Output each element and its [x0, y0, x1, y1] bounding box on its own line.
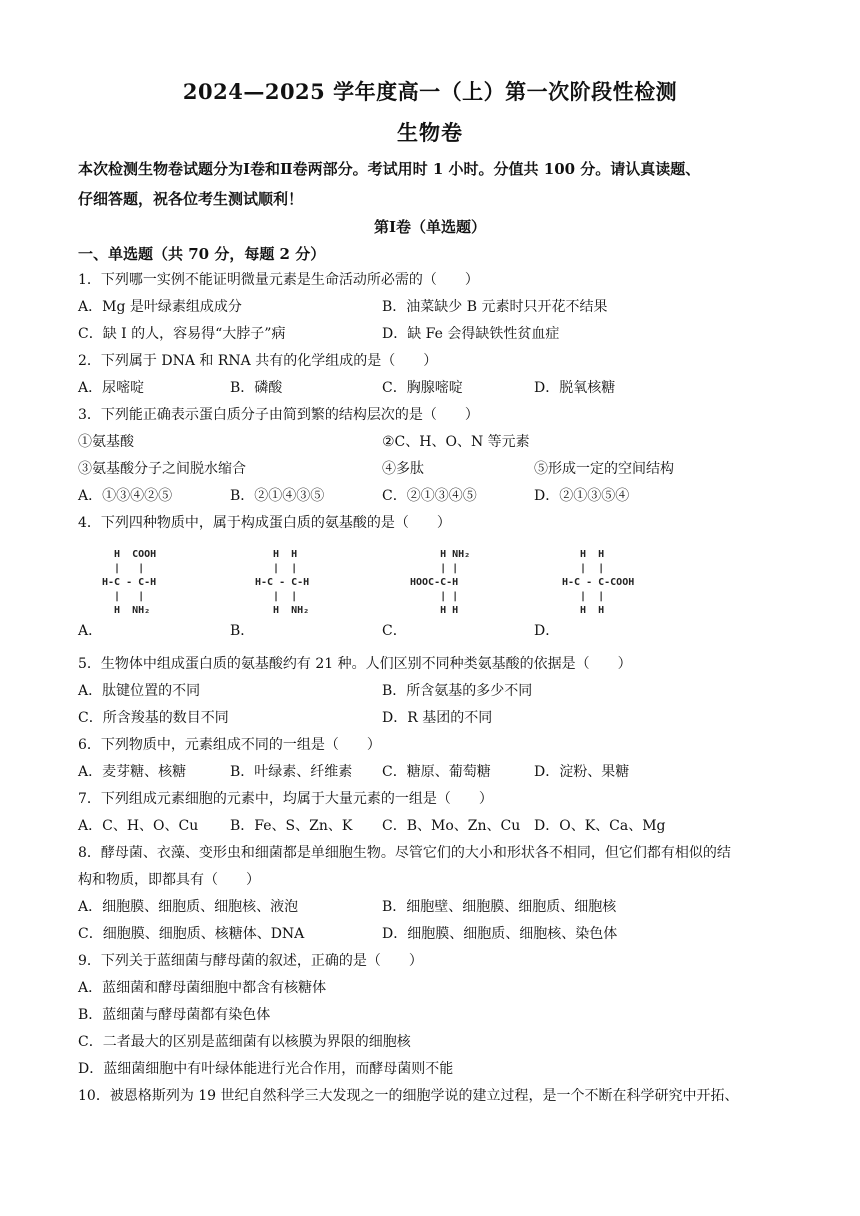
question-3-item-1: ①氨基酸 — [78, 434, 134, 450]
question-3-item-3: ③氨基酸分子之间脱水缩合 — [78, 461, 246, 477]
structural-formula-c: H NH₂ | | HOOC-C-H | | H H — [410, 549, 471, 616]
intro-line-1: 本次检测生物卷试题分为Ⅰ卷和Ⅱ卷两部分。考试用时 1 小时。分值共 100 分。请认真读题、 — [78, 160, 701, 178]
question-7-option-c: C．B、Mo、Zn、Cu — [382, 818, 521, 834]
question-3-item-2: ②C、H、O、N 等元素 — [382, 434, 530, 450]
question-1-option-c: C．缺 I 的人，容易得“大脖子”病 — [78, 326, 286, 342]
question-5-option-d: D．R 基团的不同 — [382, 710, 493, 726]
structural-formula-b: H H | | H-C - C-H | | H NH₂ — [255, 549, 310, 616]
intro-line-2: 仔细答题，祝各位考生测试顺利！ — [78, 190, 304, 208]
exam-subtitle: 生物卷 — [397, 120, 463, 145]
question-3-option-a: A．①③④②⑤ — [78, 488, 173, 504]
question-7-option-b: B．Fe、S、Zn、K — [230, 818, 353, 834]
question-8-option-b: B．细胞壁、细胞膜、细胞质、细胞核 — [382, 899, 617, 915]
question-3-stem: 3．下列能正确表示蛋白质分子由简到繁的结构层次的是（ ） — [78, 407, 479, 423]
question-7-option-d: D．O、K、Ca、Mg — [534, 818, 666, 834]
question-4-option-c: C． — [382, 623, 407, 639]
question-9-stem: 9．下列关于蓝细菌与酵母菌的叙述，正确的是（ ） — [78, 953, 423, 969]
question-6-stem: 6．下列物质中，元素组成不同的一组是（ ） — [78, 737, 381, 753]
question-6-option-b: B．叶绿素、纤维素 — [230, 764, 353, 780]
question-3-option-b: B．②①④③⑤ — [230, 488, 325, 504]
question-1-option-a: A．Mg 是叶绿素组成成分 — [78, 299, 242, 315]
question-1-option-b: B．油菜缺少 B 元素时只开花不结果 — [382, 299, 608, 315]
structural-formula-d: H H | | H-C - C-COOH | | H H — [562, 549, 635, 616]
question-8-stem-line-1: 8．酵母菌、衣藻、变形虫和细菌都是单细胞生物。尽管它们的大小和形状各不相同，但它们都有相似的结 — [78, 845, 731, 861]
question-3-option-d: D．②①③⑤④ — [534, 488, 630, 504]
question-4-option-d: D． — [534, 623, 560, 639]
question-5-option-a: A．肽键位置的不同 — [78, 683, 201, 699]
question-3-item-4: ④多肽 — [382, 461, 424, 477]
question-2-option-c: C．胸腺嘧啶 — [382, 380, 463, 396]
question-2-option-b: B．磷酸 — [230, 380, 283, 396]
question-9-option-d: D．蓝细菌细胞中有叶绿体能进行光合作用，而酵母菌则不能 — [78, 1061, 454, 1077]
exam-title: 2024—2025 学年度高一（上）第一次阶段性检测 — [182, 79, 678, 104]
question-4-option-a: A． — [78, 623, 103, 639]
question-7-stem: 7．下列组成元素细胞的元素中，均属于大量元素的一组是（ ） — [78, 791, 493, 807]
question-8-option-d: D．细胞膜、细胞质、细胞核、染色体 — [382, 926, 618, 942]
section-title: 第Ⅰ卷（单选题） — [373, 218, 487, 236]
question-1-stem: 1．下列哪一实例不能证明微量元素是生命活动所必需的（ ） — [78, 272, 479, 288]
structural-formula-a: H COOH | | H-C - C-H | | H NH₂ — [102, 549, 157, 616]
question-8-option-c: C．细胞膜、细胞质、核糖体、DNA — [78, 926, 305, 942]
question-8-stem-line-2: 构和物质，即都具有（ ） — [78, 872, 260, 888]
question-2-option-a: A．尿嘧啶 — [78, 380, 145, 396]
question-4-option-b: B． — [230, 623, 255, 639]
question-2-stem: 2．下列属于 DNA 和 RNA 共有的化学组成的是（ ） — [78, 353, 438, 369]
question-5-stem: 5．生物体中组成蛋白质的氨基酸约有 21 种。人们区别不同种类氨基酸的依据是（ ） — [78, 656, 632, 672]
question-5-option-b: B．所含氨基的多少不同 — [382, 683, 533, 699]
question-2-option-d: D．脱氧核糖 — [534, 380, 616, 396]
question-3-option-c: C．②①③④⑤ — [382, 488, 477, 504]
question-6-option-d: D．淀粉、果糖 — [534, 764, 630, 780]
question-3-item-5: ⑤形成一定的空间结构 — [534, 461, 674, 477]
question-5-option-c: C．所含羧基的数目不同 — [78, 710, 229, 726]
question-7-option-a: A．C、H、O、Cu — [78, 818, 199, 834]
question-6-option-c: C．糖原、葡萄糖 — [382, 764, 491, 780]
question-10-stem: 10．被恩格斯列为 19 世纪自然科学三大发现之一的细胞学说的建立过程，是一个不断在科学研究中开拓、 — [78, 1088, 739, 1104]
question-9-option-a: A．蓝细菌和酵母菌细胞中都含有核糖体 — [78, 980, 327, 996]
section-heading: 一、单选题（共 70 分，每题 2 分） — [78, 245, 326, 263]
question-9-option-c: C．二者最大的区别是蓝细菌有以核膜为界限的细胞核 — [78, 1034, 411, 1050]
question-4-stem: 4．下列四种物质中，属于构成蛋白质的氨基酸的是（ ） — [78, 515, 451, 531]
question-9-option-b: B．蓝细菌与酵母菌都有染色体 — [78, 1007, 271, 1023]
question-1-option-d: D．缺 Fe 会得缺铁性贫血症 — [382, 326, 560, 342]
question-8-option-a: A．细胞膜、细胞质、细胞核、液泡 — [78, 899, 299, 915]
question-6-option-a: A．麦芽糖、核糖 — [78, 764, 187, 780]
